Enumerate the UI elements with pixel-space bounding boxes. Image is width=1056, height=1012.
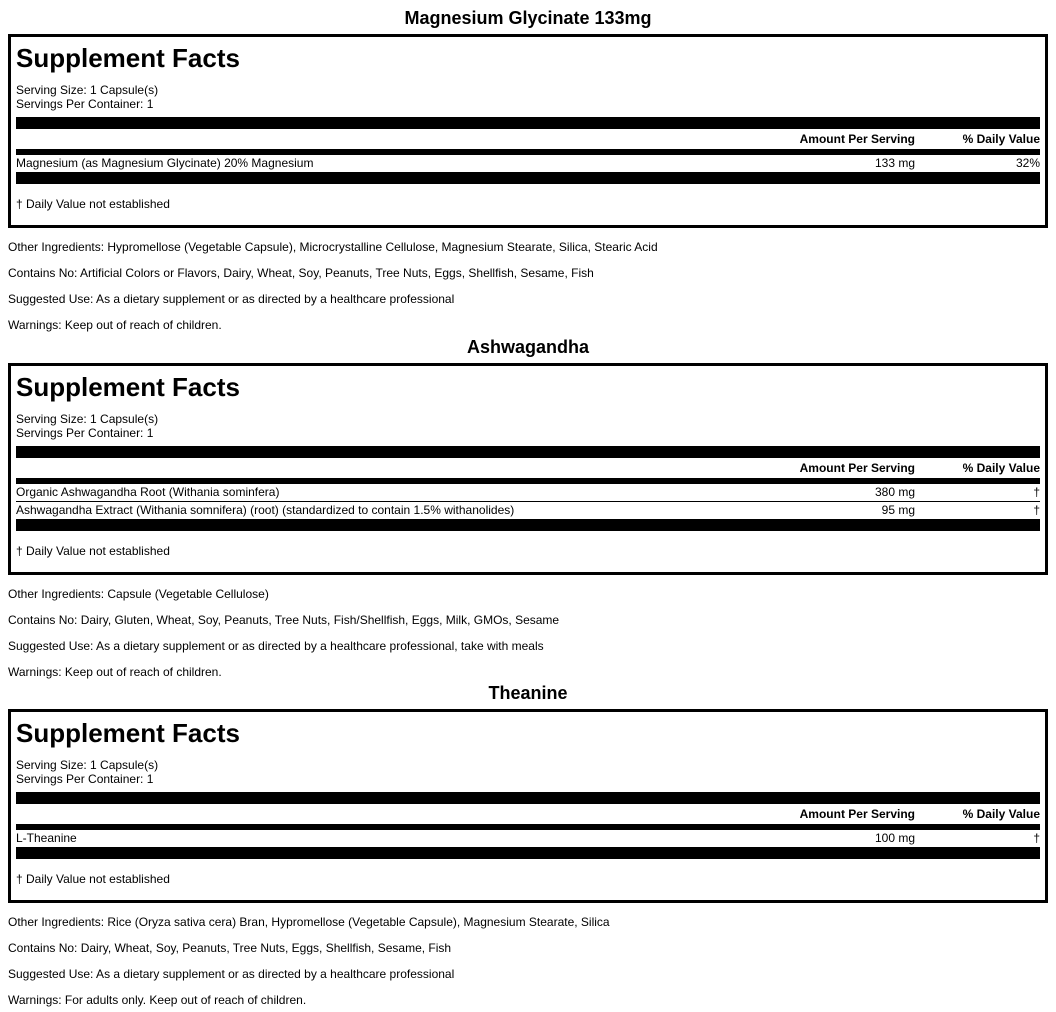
column-header bbox=[16, 129, 1040, 148]
divider-thick bbox=[16, 117, 1040, 129]
facts-heading: Supplement Facts bbox=[16, 718, 240, 748]
servings-per-container: Servings Per Container: 1 bbox=[16, 426, 154, 440]
nutrient-name: L-Theanine bbox=[16, 831, 77, 845]
product-ashwagandha bbox=[8, 337, 1048, 691]
serving-info bbox=[16, 83, 1040, 111]
nutrient-row bbox=[16, 830, 1040, 847]
contains-no: Contains No: Artificial Colors or Flavors, Dairy, Wheat, Soy, Peanuts, Tree Nuts, Eggs, Shellfish, Sesame, Fish bbox=[8, 266, 594, 280]
serving-size: Serving Size: 1 Capsule(s) bbox=[16, 758, 159, 772]
product-info bbox=[8, 587, 1048, 679]
nutrient-name: Organic Ashwagandha Root (Withania sominfera) bbox=[16, 485, 280, 499]
serving-info bbox=[16, 412, 1040, 440]
divider-thick bbox=[16, 519, 1040, 531]
servings-per-container: Servings Per Container: 1 bbox=[16, 772, 154, 786]
other-ingredients: Other Ingredients: Capsule (Vegetable Cellulose) bbox=[8, 587, 269, 601]
facts-heading: Supplement Facts bbox=[16, 43, 240, 73]
amount-per-serving-header: Amount Per Serving bbox=[799, 461, 915, 475]
nutrient-daily-value: † bbox=[1033, 831, 1040, 845]
product-theanine bbox=[8, 683, 1048, 1012]
suggested-use: Suggested Use: As a dietary supplement or as directed by a healthcare professional, take with meals bbox=[8, 639, 544, 653]
serving-info bbox=[16, 758, 1040, 786]
column-header bbox=[16, 458, 1040, 477]
nutrient-daily-value: 32% bbox=[1015, 156, 1040, 170]
warnings: Warnings: Keep out of reach of children. bbox=[8, 318, 222, 332]
nutrient-daily-value: † bbox=[1033, 503, 1040, 517]
contains-no: Contains No: Dairy, Wheat, Soy, Peanuts, Tree Nuts, Eggs, Shellfish, Sesame, Fish bbox=[8, 941, 452, 955]
product-info bbox=[8, 915, 1048, 1007]
serving-size: Serving Size: 1 Capsule(s) bbox=[16, 83, 159, 97]
footnote: † Daily Value not established bbox=[16, 197, 170, 211]
product-title: Ashwagandha bbox=[466, 337, 590, 357]
supplement-facts-panel bbox=[8, 363, 1048, 575]
supplement-facts-panel bbox=[8, 34, 1048, 228]
other-ingredients: Other Ingredients: Rice (Oryza sativa cera) Bran, Hypromellose (Vegetable Capsule), Magnesium Stearate, Silica bbox=[8, 915, 610, 929]
nutrient-row bbox=[16, 484, 1040, 501]
nutrient-amount: 95 mg bbox=[881, 503, 915, 517]
product-info bbox=[8, 240, 1048, 332]
product-title: Theanine bbox=[488, 683, 568, 703]
nutrient-amount: 133 mg bbox=[874, 156, 915, 170]
footnote: † Daily Value not established bbox=[16, 872, 170, 886]
product-title: Magnesium Glycinate 133mg bbox=[404, 8, 652, 28]
supplement-facts-panel bbox=[8, 709, 1048, 903]
daily-value-header: % Daily Value bbox=[962, 132, 1040, 146]
divider-thick bbox=[16, 792, 1040, 804]
nutrient-name: Magnesium (as Magnesium Glycinate) 20% Magnesium bbox=[16, 156, 314, 170]
warnings: Warnings: Keep out of reach of children. bbox=[8, 665, 222, 679]
daily-value-header: % Daily Value bbox=[962, 461, 1040, 475]
nutrient-amount: 100 mg bbox=[874, 831, 915, 845]
warnings: Warnings: For adults only. Keep out of reach of children. bbox=[8, 993, 307, 1007]
nutrient-daily-value: † bbox=[1033, 485, 1040, 499]
amount-per-serving-header: Amount Per Serving bbox=[799, 807, 915, 821]
nutrient-amount: 380 mg bbox=[874, 485, 915, 499]
facts-heading: Supplement Facts bbox=[16, 372, 240, 402]
other-ingredients: Other Ingredients: Hypromellose (Vegetable Capsule), Microcrystalline Cellulose, Magnesium Stearate, Silica, Stearic Acid bbox=[8, 240, 658, 254]
suggested-use: Suggested Use: As a dietary supplement or as directed by a healthcare professional bbox=[8, 967, 455, 981]
suggested-use: Suggested Use: As a dietary supplement or as directed by a healthcare professional bbox=[8, 292, 455, 306]
nutrient-row bbox=[16, 155, 1040, 172]
divider-thick bbox=[16, 172, 1040, 184]
contains-no: Contains No: Dairy, Gluten, Wheat, Soy, Peanuts, Tree Nuts, Fish/Shellfish, Eggs, Milk, GMOs, Sesame bbox=[8, 613, 560, 627]
product-magnesium bbox=[8, 8, 1048, 344]
divider-thick bbox=[16, 847, 1040, 859]
column-header bbox=[16, 804, 1040, 823]
nutrient-row bbox=[16, 501, 1040, 519]
daily-value-header: % Daily Value bbox=[962, 807, 1040, 821]
servings-per-container: Servings Per Container: 1 bbox=[16, 97, 154, 111]
serving-size: Serving Size: 1 Capsule(s) bbox=[16, 412, 159, 426]
divider-thick bbox=[16, 446, 1040, 458]
nutrient-name: Ashwagandha Extract (Withania somnifera) (root) (standardized to contain 1.5% withanolides) bbox=[16, 503, 515, 517]
footnote: † Daily Value not established bbox=[16, 544, 170, 558]
amount-per-serving-header: Amount Per Serving bbox=[799, 132, 915, 146]
